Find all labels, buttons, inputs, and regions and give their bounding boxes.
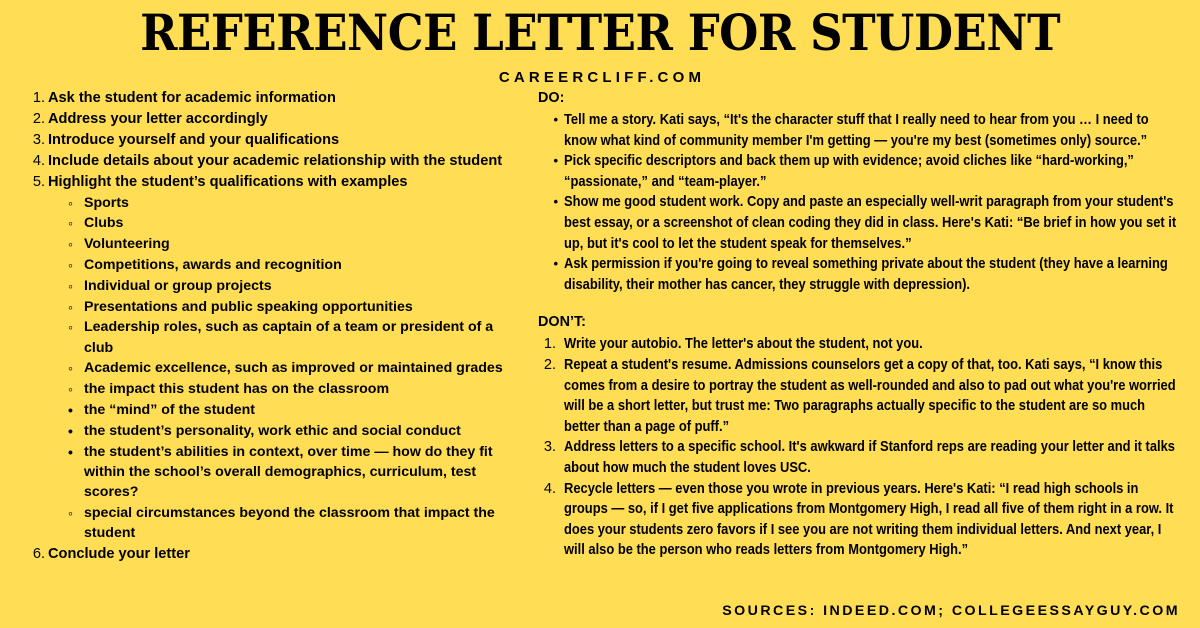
list-item [28,151,506,171]
page-title: REFERENCE LETTER FOR STUDENT [139,3,1060,62]
list-item-text: Address your letter accordingly [48,110,268,127]
list-marker: 6. [32,546,45,563]
list-marker: 5. [32,173,45,190]
list-item-text: Introduce yourself and your qualifications [48,131,340,148]
list-item [538,355,1178,437]
do-section-label: DO: [538,90,565,106]
hollow-bullet-icon [68,255,73,275]
list-item [48,442,506,503]
list-item [48,503,506,544]
list-marker: 4. [543,480,556,497]
hollow-bullet-icon [68,297,73,317]
list-item-text: Ask the student for academic information [48,90,336,106]
list-item-text: Conclude your letter [48,546,190,563]
list-item [538,151,1178,192]
disc-bullet-icon [68,442,73,462]
list-item-text: Include details about your academic relationship with the student [48,152,503,169]
disc-bullet-icon: • [553,153,558,169]
hollow-bullet-icon [68,317,73,337]
list-item-text: Presentations and public speaking opportunities [84,298,413,315]
list-item-text: the impact this student has on the classroom [84,381,390,398]
list-item [48,255,506,275]
list-item [48,276,506,296]
content-columns [0,88,1200,628]
list-item-text: Clubs [84,215,124,232]
list-item [538,110,1178,151]
list-item-text: Show me good student work. Copy and paste an especially well-writ paragraph from your student's best essay, or a screenshot of clean coding they did in class. Here's Kati: “Be brief in how you set it up, but it's cool to let the student speak for themselves.” [564,194,1177,252]
list-item [28,544,506,564]
list-item [28,88,506,108]
list-item-text: Pick specific descriptors and back them up with evidence; avoid cliches like “hard-working,” “passionate,” and “team-player.” [564,153,1134,190]
list-item [48,234,506,254]
list-item-text: Individual or group projects [84,277,272,294]
disc-bullet-icon [68,421,73,441]
list-item [48,421,506,441]
list-item [48,317,506,358]
list-item [538,254,1178,295]
list-item-text: Write your autobio. The letter's about the student, not you. [564,336,923,353]
header [0,0,1200,86]
dont-list [538,334,1178,561]
list-item-text: the “mind” of the student [84,402,256,418]
list-item [28,130,506,150]
section-spacer [538,295,1178,312]
disc-bullet-icon: • [553,112,558,127]
hollow-bullet-icon [68,276,73,296]
list-item-text: Volunteering [84,236,170,253]
list-item-text: special circumstances beyond the classroom that impact the student [84,504,495,542]
list-item [48,213,506,233]
list-item [48,358,506,378]
hollow-bullet-icon [68,358,73,378]
list-item [48,297,506,317]
list-marker: 1. [32,90,45,106]
disc-bullet-icon: • [553,256,558,272]
list-item-text: Tell me a story. Kati says, “It's the character stuff that I really need to hear from you … I need to know what kind of community member I'm getting — you're my best (sometimes only) source.” [564,112,1149,149]
disc-bullet-icon [68,400,73,420]
list-item [538,334,1178,355]
list-item [48,193,506,213]
list-item [48,379,506,399]
list-item-text: Recycle letters — even those you wrote in previous years. Here's Kati: “I read high schools in groups — so, if I get five applications from Montgomery High, I read all five of them right in a row. It does your students zero favors if I see you are not writing them individual letters. And next year, I will also be the person who reads letters from Montgomery High.” [564,480,1174,559]
list-marker: 3. [32,131,45,148]
list-item-text: Address letters to a specific school. It's awkward if Stanford reps are reading your letter and it talks about how much the student loves USC. [564,439,1175,476]
list-marker: 3. [543,439,556,456]
list-item-text: Highlight the student’s qualifications with examples [48,173,408,190]
dont-section-label: DON’T: [538,314,586,331]
list-item [48,400,506,420]
hollow-bullet-icon [68,379,73,399]
do-list [538,110,1178,295]
list-marker: 2. [543,356,556,373]
list-item [28,172,506,544]
list-item-text: Sports [84,194,129,211]
disc-bullet-icon: • [553,194,558,210]
list-item-text: Repeat a student's resume. Admissions counselors get a copy of that, too. Kati says, “I know this comes from a desire to portray the student as well-rounded and also to pad out what you're worried will be a short letter, but trust me: Two paragraphs actually specific to the student are so much better than a page of puff.” [564,356,1176,435]
hollow-bullet-icon [68,503,73,523]
left-column [28,88,506,565]
sources-footer: SOURCES: INDEED.COM; COLLEGEESSAYGUY.COM [722,603,1180,619]
list-item-text: the student’s abilities in context, over time — how do they fit within the school’s overall demographics, curriculum, test scores? [84,443,493,501]
list-item-text: Leadership roles, such as captain of a team or president of a club [84,319,494,356]
list-marker: 2. [32,110,45,127]
hollow-bullet-icon [68,213,73,233]
hollow-bullet-icon [68,234,73,254]
list-marker: 4. [32,152,45,169]
steps-list [28,88,506,564]
right-column [538,88,1178,561]
list-item-text: the student’s personality, work ethic and social conduct [84,422,461,439]
list-item [538,437,1178,478]
list-item-text: Ask permission if you're going to reveal something private about the student (they have a learning disability, their mother has cancer, they struggle with depression). [564,256,1168,293]
list-item [538,479,1178,561]
list-item [538,192,1178,254]
site-subtitle: CAREERCLIFF.COM [498,69,706,86]
list-item [28,109,506,129]
qualification-sublist [48,193,506,544]
list-item-text: Competitions, awards and recognition [84,256,342,273]
list-marker: 1. [543,336,556,353]
hollow-bullet-icon [68,193,73,213]
list-item-text: Academic excellence, such as improved or maintained grades [84,360,503,377]
